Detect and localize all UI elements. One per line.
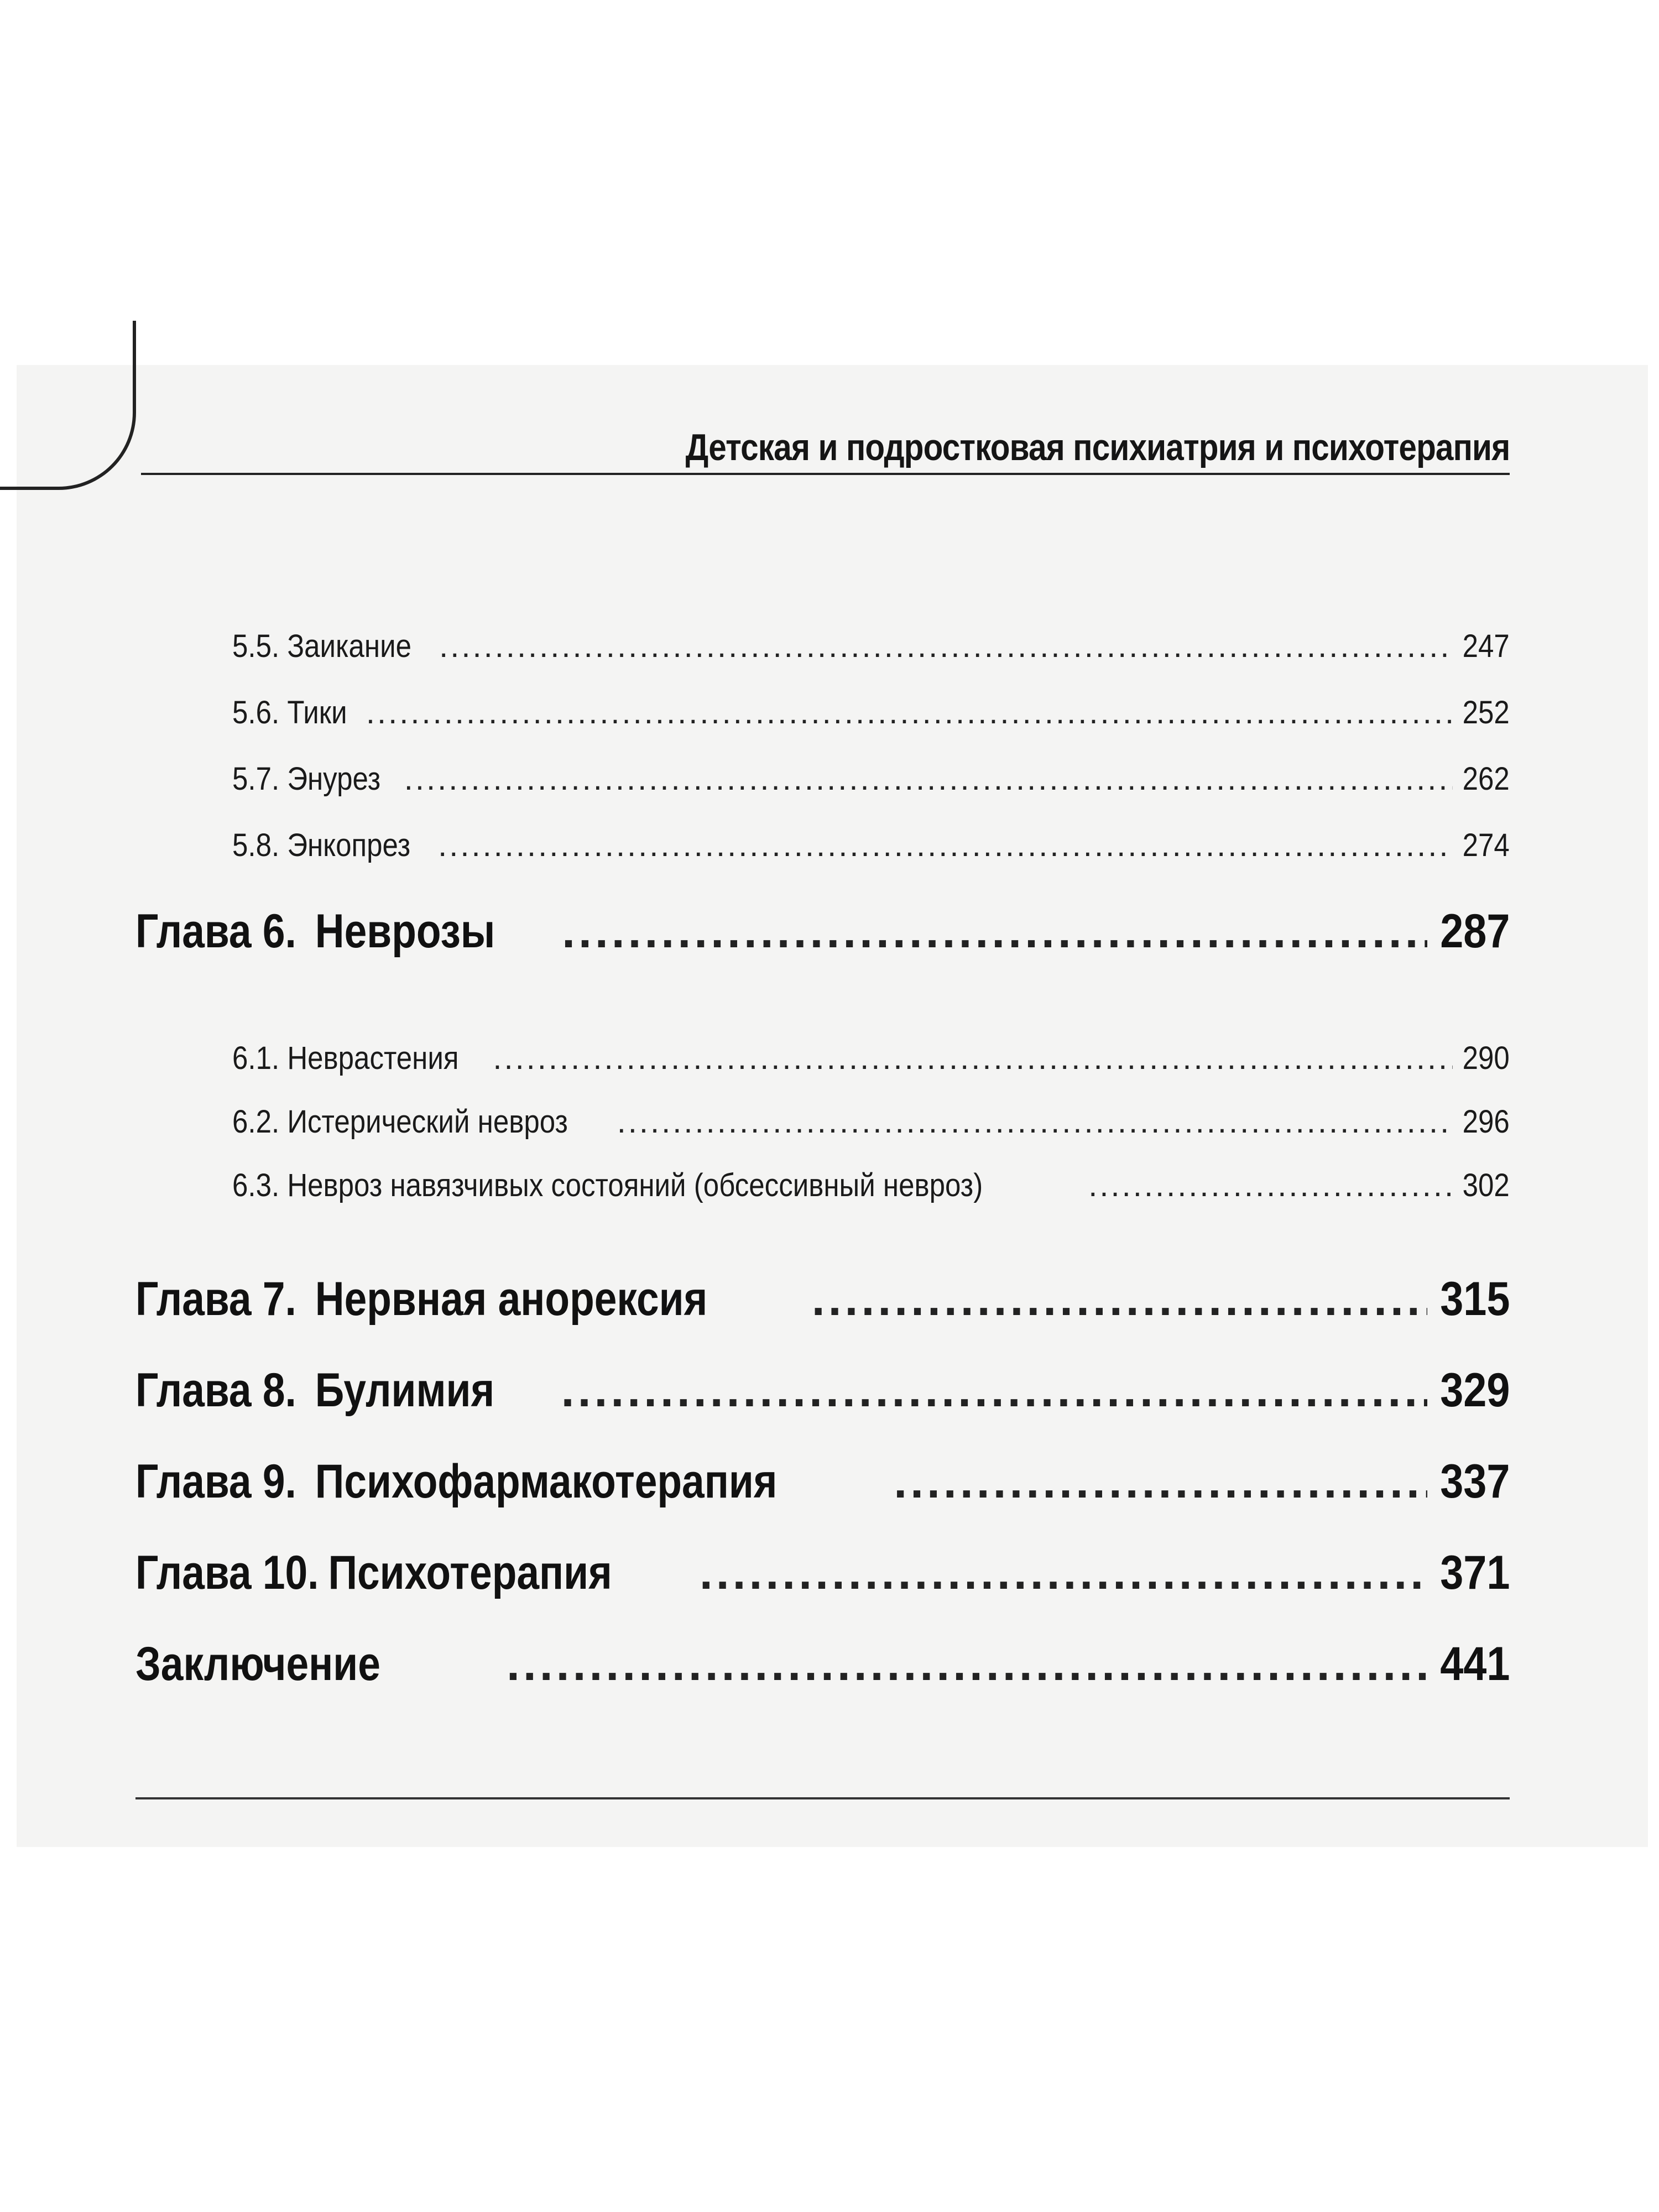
- toc-entry-5-7: [232, 760, 1510, 797]
- toc-chapter-label: [135, 1546, 612, 1600]
- toc-leader-dots: [561, 1363, 1427, 1418]
- chapter-number: Глава 7.: [135, 1272, 296, 1326]
- toc-chapter-label: [135, 1363, 494, 1418]
- toc-entry-page: 290: [1462, 1040, 1510, 1076]
- toc-entry-5-8: [232, 827, 1510, 864]
- toc-leader-dots: [438, 827, 1453, 864]
- toc-entry-label: 6.1. Неврастения: [232, 1040, 459, 1076]
- chapter-title: Нервная анорексия: [315, 1272, 708, 1326]
- toc-chapter-label: [135, 1272, 707, 1327]
- toc-entry-6-1: [232, 1040, 1510, 1077]
- toc-conclusion-page: 441: [1439, 1637, 1510, 1691]
- toc-chapter-8: [135, 1363, 1510, 1418]
- running-header: Детская и подростковая психиатрия и психотерапия: [685, 426, 1510, 468]
- toc-entry-label: 5.8. Энкопрез: [232, 827, 411, 863]
- toc-chapter-9: [135, 1454, 1510, 1509]
- toc-chapter-page: 337: [1439, 1455, 1510, 1508]
- chapter-title: Психофармакотерапия: [315, 1455, 778, 1508]
- toc-entry-label: 5.7. Энурез: [232, 761, 381, 797]
- toc-leader-dots: [562, 904, 1427, 959]
- footer-divider: [135, 1797, 1510, 1799]
- toc-chapter-label: [135, 904, 495, 959]
- chapter-number: Глава 6.: [135, 905, 296, 958]
- toc-entry-page: 252: [1462, 695, 1510, 731]
- toc-entry-label: 5.6. Тики: [232, 695, 347, 731]
- chapter-number: Глава 8.: [135, 1364, 296, 1417]
- toc-chapter-page: 287: [1439, 905, 1510, 958]
- toc-chapter-7: [135, 1272, 1510, 1327]
- toc-chapter-6: [135, 904, 1510, 959]
- toc-leader-dots: [1088, 1167, 1453, 1204]
- toc-entry-label: 6.2. Истерический невроз: [232, 1104, 568, 1140]
- chapter-title: Психотерапия: [328, 1546, 612, 1599]
- toc-conclusion-label: Заключение: [135, 1637, 380, 1691]
- chapter-number: Глава 10.: [135, 1546, 319, 1599]
- toc-leader-dots: [700, 1546, 1427, 1600]
- chapter-title: Неврозы: [315, 905, 495, 958]
- toc-entry-5-6: [232, 694, 1510, 731]
- chapter-title: Булимия: [315, 1364, 495, 1417]
- chapter-number: Глава 9.: [135, 1455, 296, 1508]
- toc-entry-page: 247: [1462, 628, 1510, 664]
- toc-entry-label: 5.5. Заикание: [232, 628, 411, 664]
- toc-chapter-label: [135, 1454, 777, 1509]
- toc-leader-dots: [617, 1103, 1453, 1140]
- toc-entry-page: 262: [1462, 761, 1510, 797]
- toc-entry-6-2: [232, 1103, 1510, 1140]
- toc-entry-5-5: [232, 628, 1510, 665]
- toc-entry-page: 296: [1462, 1104, 1510, 1140]
- toc-entry-6-3: [232, 1167, 1510, 1204]
- toc-leader-dots: [894, 1454, 1427, 1509]
- toc-chapter-page: 315: [1439, 1272, 1510, 1326]
- toc-chapter-page: 329: [1439, 1364, 1510, 1417]
- toc-leader-dots: [812, 1272, 1427, 1327]
- toc-entry-page: 302: [1462, 1167, 1510, 1203]
- toc-conclusion: [135, 1637, 1510, 1692]
- toc-leader-dots: [404, 760, 1453, 797]
- toc-leader-dots: [493, 1040, 1453, 1077]
- toc-chapter-10: [135, 1546, 1510, 1600]
- toc-leader-dots: [439, 628, 1453, 665]
- toc-leader-dots: [507, 1637, 1427, 1692]
- toc-leader-dots: [366, 694, 1453, 731]
- toc-entry-page: 274: [1462, 827, 1510, 863]
- toc-chapter-page: 371: [1439, 1546, 1510, 1599]
- toc-entry-label: 6.3. Невроз навязчивых состояний (обсессивный невроз): [232, 1167, 983, 1203]
